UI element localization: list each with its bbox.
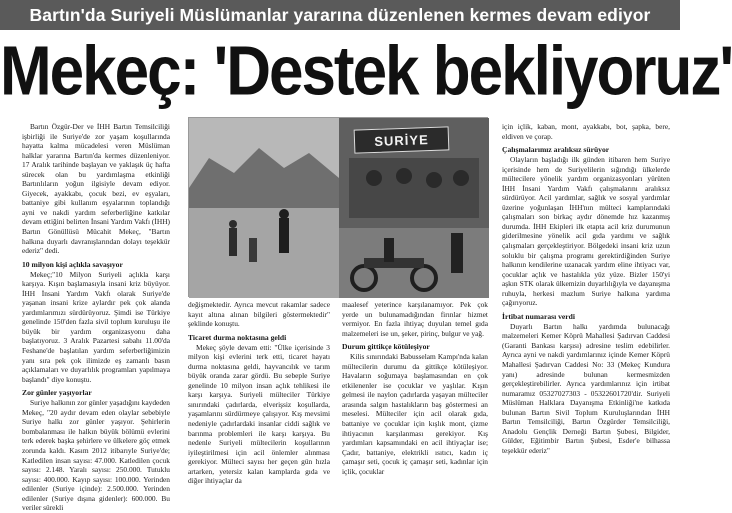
news-photo <box>188 117 488 297</box>
subheading: 10 milyon kişi açlıkla savaşıyor <box>22 259 123 269</box>
article-column-3 <box>342 300 488 476</box>
article-paragraph: Duyarlı Bartın halkı yardımda bulunacağı malzemeleri Kemer Köprü Mahallesi Şadırvan Caddesi (Garanti Bankası karşısı) adresine teslim edebilirler. Ayrıca ayni ve nakdi yardımlarınız içinde Kemer Köprü Mahallesi Şadırvan Caddesi No: 33 (Mekeç Kundura yanı) adresinde bulunan kermesmizden gerçekleştirebilirler. Ayrıca yardımlarınız için irtibat numaramız 05327027303 - 05322601720'dir. Suriyeli Müslüman Halklara Dayanışma Etkinliği'ne katkıda bulunan Bartın Sivil Toplum Kuruluşlarından İHH Bartın Temsilciliği, Bartın Özgürder Temsilciliği, Anadolu Gençlik Derneği Bartın Şubesi, Bilgider, Gülder, Eğitimbir Bartın Şubesi, Esder'e bilhassa teşekkür ederiz" <box>502 321 670 455</box>
article-paragraph: maalesef yeterince karşılanamıyor. Pek çok yerde un bulunamadığından firınlar hizmet vermiyor. En fazla ihtiyaç duyulan temel gıda malzemeleri ise un, şeker, pirinç, bulgur ve yağ. <box>342 300 488 338</box>
article-paragraph: için içlik, kaban, mont, ayakkabı, bot, şapka, bere, eldiven ve çorap. <box>502 122 670 141</box>
subheading: Zor günler yaşıyorlar <box>22 388 92 398</box>
subheading: Çalışmalarımız aralıksız sürüyor <box>502 145 610 155</box>
article-column-2 <box>188 300 330 486</box>
article-paragraph: Mekeç şöyle devam etti: "Ülke içerisinde 3 milyon kişi evlerini terk etti, ticaret hayatı durma noktasına geldi, hayvancılık ve tarım büyük oranda zarar gördü. Bu sebeple Suriye genelinde 10 milyon insan açlık tehlikesi ile karşı karşıya. Suriyeli mülteciler Türkiye sınırındaki çadırlarda, elverişsiz koşullarda, yaşamlarını sürdürmeye çalışıyor. Kış mevsimi nedeniyle çadırlardaki insanlar ciddi sağlık ve barınma problemleri ile karşı karşıya. Bu nedenle Suriyeli mültecilerin koşullarının iyileştirilmesi için acil önlemler alınması gerekiyor. Mülteci sayısı her geçen gün hızla artarken, yetersiz kalan kamplarda gıda ve diğer ihtiyaçlar da <box>188 342 330 486</box>
article-paragraph: Bartın Özgür-Der ve İHH Bartın Temsilciliği işbirliği ile Suriye'de zor yaşam koşullarında hayatta kalma mücadelesi veren Müslüman halklar yararına Bartın'da kermes düzenleniyor. 17 Aralık tarihinde başlayan ve yaklaşık üç hafta sürecek olan bu yardımlaşma etkinliği Bartınlıların yoğun ilgisiyle devam ediyor. Giyecek, ayakkabı, çocuk bezi, ev eşyaları, battaniye gibi kullanım eşyalarının toplandığı ayni ve nakdi yardım seferberliğine katkılar devam ettiğini belirten İnsani Yardım Vakfı (İHH) Bartın Gönüllüsü Mücahit Mekeç, "Bartın halkına duyarlı davranışlarından dolayı teşekkür ederiz" dedi. <box>22 122 170 256</box>
article-paragraph: Suriye halkının zor günler yaşadığını kaydeden Mekeç, "20 aydır devam eden olaylar sebebiyle Suriye halkı zor günler yaşıyor. Şehirlerin bombalanması ile halkın büyük bölümü evlerini terk ederek başka şehirlere ve ülkelere göç etmek zorunda kaldı. Kasım 2012 itibarıyle Suriye'de; Katledilen insan sayısı: 47.000. Katledilen çocuk sayısı: 2.148. Yaralı sayısı: 250.000. Tutuklu sayısı: 400.000. Kayıp sayısı: 100.000. Yerinden edilenler (Suriye içinde): 2.500.000. Yerinden edilenler (Suriye dışına gidenler): 600.000. Bu veriler sürekli <box>22 398 170 513</box>
kicker-banner: Bartın'da Suriyeli Müslümanlar yararına düzenlenen kermes devam ediyor <box>0 0 680 30</box>
article-paragraph: Kilis sınırındaki Babusselam Kampı'nda kalan mültecilerin durumu da gittikçe kötüleşiyor. Havaların soğumaya başlamasından en çok etkilenenler ise çocuklar ve yaşlılar. Kışın gelmesi ile naylon çadırlarda yaşayan mülteciler arasında salgın hastalıkların baş göstermesi an meselesi. Mülteciler için acil olarak gıda, battaniye ve çocuklar için kışlık mont, çizme ihtiyacının karşılanması gerekiyor. Kış yardımları kapsamındaki en acil ihtiyaçlar ise; Çadır, battaniye, elektrikli ısıtıcı, kadın iç çamaşır seti, çocuk iç çamaşır seti, kadınlar için içlik, çocuklar <box>342 352 488 476</box>
subheading: İrtibat numarası verdi <box>502 311 575 321</box>
headline: Mekeç: 'Destek bekliyoruz' <box>0 32 732 111</box>
subheading: Ticaret durma noktasına geldi <box>188 332 287 342</box>
article-paragraph: Mekeç;"10 Milyon Suriyeli açlıkla karşı karşıya. Kışın başlamasıyla insani kriz büyüyor. İHH İnsani Yardım Vakfı olarak Suriye'de yaşanan insani krize aylardır pek çok alanda yardımlarımızı sürdürüyoruz. Şimdi ise Türkiye genelinde 150'den fazla sivil toplum kuruluşu ile büyük bir yardım organizasyonu daha başlatıyoruz. 3 Aralık Pazartesi sabahı 11.00'da Feshane'de başlatılan yardım seferberliğimizin yanı sıra pek çok ilimizde eş zamanlı basın açıklamaları ve duyarlılık programları yapılmaya başlandı" diye konuştu. <box>22 269 170 384</box>
article-column-4 <box>502 122 670 467</box>
syria-sign: SURİYE <box>354 126 450 153</box>
article-column-1 <box>22 122 170 513</box>
article-paragraph: değişmektedir. Ayrıca mevcut rakamlar sadece kayıt altına alınan bilgileri göstermektedir" şeklinde konuştu. <box>188 300 330 329</box>
article-paragraph: Olayların başladığı ilk günden itibaren hem Suriye içerisinde hem de Suriyelilerin sığındığı ülkelerde mültecilere yönelik yardım organizasyonları yürüten İHH İnsani Yardım Vakfı çalışmalarını aralıksız sürdürüyor. Acil yardımlar, sağlık ve sosyal yardımlar üzerine yoğunlaşan İHH'nın mülteci kamplarındaki çalışmaları son birkaç aydır dönemde hız kazanmış durumda. İHH Ekipleri ilk etapta acil kriz durumunun giderilmesine yönelik acil gıda yardımı ve sağlık çalışmaları gerçekleştiriyor. Bölgedeki insani kriz uzun soluklu bir çalışma programı gerektirdiğinden Suriye halkının kendilerine uzanacak yardım eline ihtiyacı var, çocuklar açlık ve hastalıkla yüz yüze. Bizler 150'yi aşkın STK olarak ülkemizin duyarlılığıyla ve dayanışma ruhuyla, herkesi mazlum Suriye halkına yardıma çağırıyoruz. <box>502 155 670 308</box>
subheading: Durum gittikçe kötüleşiyor <box>342 342 430 352</box>
